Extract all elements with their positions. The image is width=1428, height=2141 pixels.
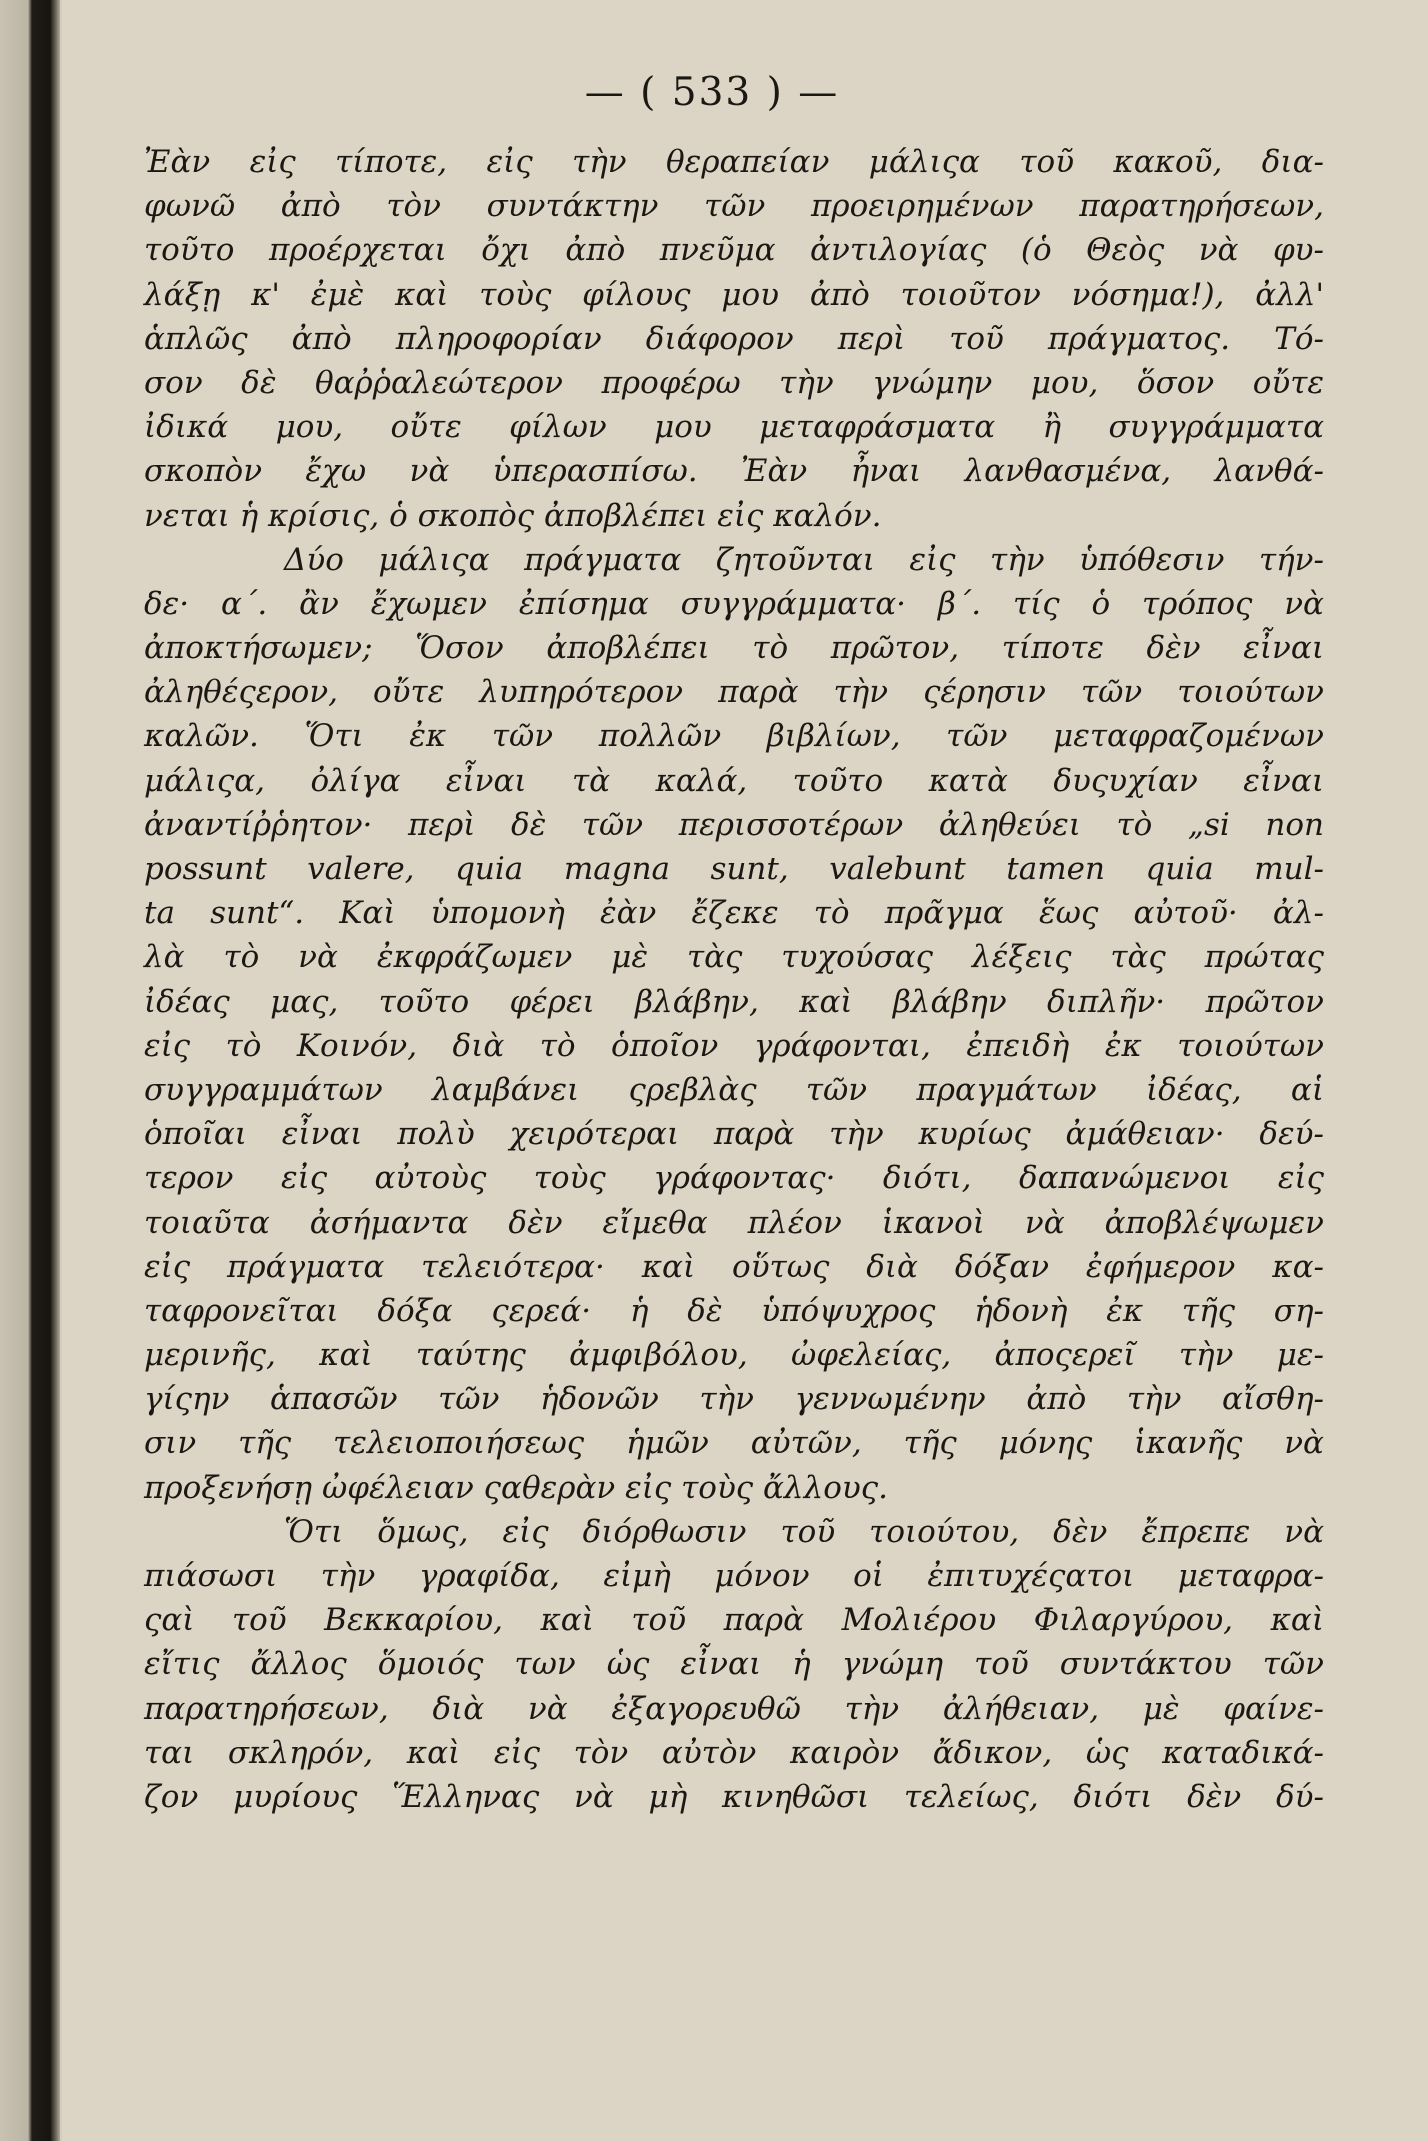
text-line: δε· α΄. ἂν ἔχωμεν ἐπίσημα συγγράμματα· β΄. τίς ὁ τρόπος νὰ <box>144 585 1324 622</box>
text-line: ται σκληρόν, καὶ εἰς τὸν αὐτὸν καιρὸν ἄδικον, ὡς καταδικά- <box>144 1734 1324 1771</box>
text-line: συγγραμμάτων λαμβάνει ςρεβλὰς τῶν πραγμάτων ἰδέας, αἱ <box>144 1071 1324 1108</box>
text-line: ἀποκτήσωμεν; Ὅσον ἀποβλέπει τὸ πρῶτον, τίποτε δὲν εἶναι <box>144 630 1324 667</box>
text-line: μάλιςα, ὀλίγα εἶναι τὰ καλά, τοῦτο κατὰ δυςυχίαν εἶναι <box>144 762 1324 799</box>
text-line: τερον εἰς αὐτοὺς τοὺς γράφοντας· διότι, δαπανώμενοι εἰς <box>144 1160 1324 1197</box>
text-line: τοῦτο προέρχεται ὄχι ἀπὸ πνεῦμα ἀντιλογίας (ὁ Θεὸς νὰ φυ- <box>144 232 1324 269</box>
paragraph-1 <box>144 140 1324 538</box>
text-line: ςαὶ τοῦ Βεκκαρίου, καὶ τοῦ παρὰ Μολιέρου Φιλαργύρου, καὶ <box>144 1602 1324 1639</box>
text-line: εἰς πράγματα τελειότερα· καὶ οὕτως διὰ δόξαν ἐφήμερον κα- <box>144 1248 1324 1285</box>
text-line: Δύο μάλιςα πράγματα ζητοῦνται εἰς τὴν ὑπόθεσιν τήν- <box>284 541 1324 578</box>
text-line: τοιαῦτα ἀσήμαντα δὲν εἴμεθα πλέον ἱκανοὶ νὰ ἀποβλέψωμεν <box>144 1204 1324 1241</box>
text-line: ταφρονεῖται δόξα ςερεά· ἡ δὲ ὑπόψυχρος ἡδονὴ ἐκ τῆς ση- <box>144 1292 1324 1329</box>
text-line: ἰδικά μου, οὔτε φίλων μου μεταφράσματα ἢ συγγράμματα <box>144 409 1324 446</box>
text-line: σιν τῆς τελειοποιήσεως ἡμῶν αὐτῶν, τῆς μόνης ἱκανῆς νὰ <box>144 1425 1324 1462</box>
text-line: παρατηρήσεων, διὰ νὰ ἐξαγορευθῶ τὴν ἀλήθειαν, μὲ φαίνε- <box>144 1690 1324 1727</box>
page-number: — ( 533 ) — <box>584 70 840 115</box>
text-line: ta sunt“. Καὶ ὑπομονὴ ἐὰν ἔζεκε τὸ πρᾶγμα ἕως αὐτοῦ· ἀλ- <box>144 895 1324 932</box>
text-line: Ὅτι ὅμως, εἰς διόρθωσιν τοῦ τοιούτου, δὲν ἔπρεπε νὰ <box>284 1513 1324 1550</box>
text-line: προξενήσῃ ὠφέλειαν ςαθερὰν εἰς τοὺς ἄλλους. <box>144 1469 888 1506</box>
text-line: μερινῆς, καὶ ταύτης ἀμφιβόλου, ὠφελείας, ἀποςερεῖ τὴν με- <box>144 1337 1324 1374</box>
text-line: γίςην ἁπασῶν τῶν ἡδονῶν τὴν γεννωμένην ἀπὸ τὴν αἴσθη- <box>144 1381 1324 1418</box>
text-line: ζον μυρίους Ἕλληνας νὰ μὴ κινηθῶσι τελείως, διότι δὲν δύ- <box>144 1778 1324 1815</box>
text-line: εἴτις ἄλλος ὅμοιός των ὡς εἶναι ἡ γνώμη τοῦ συντάκτου τῶν <box>144 1646 1324 1683</box>
book-page <box>62 0 1428 2141</box>
text-line: Ἐὰν εἰς τίποτε, εἰς τὴν θεραπείαν μάλιςα τοῦ κακοῦ, δια- <box>144 144 1324 180</box>
text-line: εἰς τὸ Κοινόν, διὰ τὸ ὁποῖον γράφονται, ἐπειδὴ ἐκ τοιούτων <box>144 1027 1324 1064</box>
text-line: καλῶν. Ὅτι ἐκ τῶν πολλῶν βιβλίων, τῶν μεταφραζομένων <box>144 718 1324 755</box>
text-line: λὰ τὸ νὰ ἐκφράζωμεν μὲ τὰς τυχούσας λέξεις τὰς πρώτας <box>144 939 1324 976</box>
text-line: νεται ἡ κρίσις, ὁ σκοπὸς ἀποβλέπει εἰς καλόν. <box>144 497 882 534</box>
text-line: ἀληθέςερον, οὔτε λυπηρότερον παρὰ τὴν ςέρησιν τῶν τοιούτων <box>144 674 1324 711</box>
text-line: ἀναντίῤῥητον· περὶ δὲ τῶν περισσοτέρων ἀληθεύει τὸ „si non <box>144 806 1324 843</box>
paragraph-3 <box>144 1510 1324 1819</box>
text-line: λάξῃ κ' ἐμὲ καὶ τοὺς φίλους μου ἀπὸ τοιοῦτον νόσημα!), ἀλλ' <box>144 276 1324 313</box>
text-line: possunt valere, quia magna sunt, valebunt tamen quia mul- <box>144 851 1324 887</box>
text-line: ὁποῖαι εἶναι πολὺ χειρότεραι παρὰ τὴν κυρίως ἀμάθειαν· δεύ- <box>144 1116 1324 1153</box>
paragraph-2 <box>144 538 1324 1510</box>
text-line: φωνῶ ἀπὸ τὸν συντάκτην τῶν προειρημένων παρατηρήσεων, <box>144 188 1324 225</box>
text-line: σον δὲ θαῤῥαλεώτερον προφέρω τὴν γνώμην μου, ὅσον οὔτε <box>144 364 1324 401</box>
text-line: πιάσωσι τὴν γραφίδα, εἰμὴ μόνον οἱ ἐπιτυχέςατοι μεταφρα- <box>144 1558 1324 1594</box>
text-line: ἁπλῶς ἀπὸ πληροφορίαν διάφορον περὶ τοῦ πράγματος. Τό- <box>144 320 1324 357</box>
text-line: σκοπὸν ἔχω νὰ ὑπερασπίσω. Ἐὰν ἦναι λανθασμένα, λανθά- <box>144 453 1324 490</box>
body-text <box>144 140 1324 1819</box>
text-line: ἰδέας μας, τοῦτο φέρει βλάβην, καὶ βλάβην διπλῆν· πρῶτον <box>144 983 1324 1020</box>
book-gutter <box>0 0 60 2141</box>
